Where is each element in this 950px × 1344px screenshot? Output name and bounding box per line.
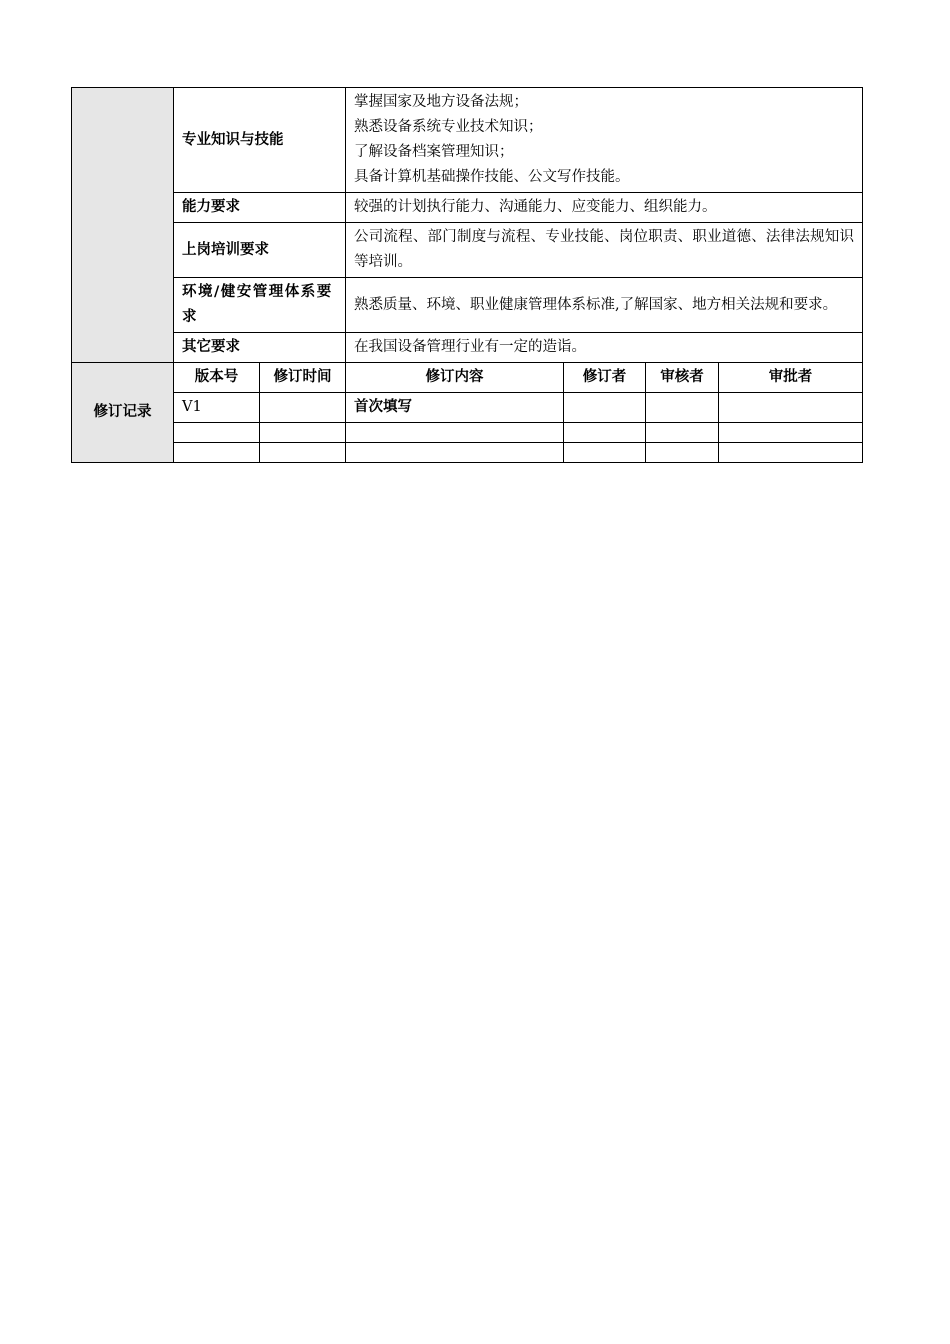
training-row — [72, 223, 863, 278]
table-row — [72, 393, 863, 423]
table-row — [72, 423, 863, 443]
empty-cell — [260, 423, 346, 443]
revision-date-cell — [260, 393, 346, 423]
revision-header-row — [72, 363, 863, 393]
empty-cell — [564, 423, 646, 443]
empty-cell — [719, 443, 863, 463]
requirements-side-cell — [72, 88, 174, 363]
revision-header-date: 修订时间 — [260, 363, 346, 393]
revision-approver-cell — [719, 393, 863, 423]
knowledge-label: 专业知识与技能 — [174, 88, 346, 193]
job-requirements-table — [71, 87, 863, 463]
table-row — [72, 443, 863, 463]
revision-reviewer-cell — [646, 393, 719, 423]
training-content: 公司流程、部门制度与流程、专业技能、岗位职责、职业道德、法律法规知识等培训。 — [346, 223, 863, 278]
empty-cell — [174, 443, 260, 463]
empty-cell — [346, 423, 564, 443]
ehs-label: 环境/健安管理体系要求 — [174, 278, 346, 333]
revision-header-content: 修订内容 — [346, 363, 564, 393]
ability-content: 较强的计划执行能力、沟通能力、应变能力、组织能力。 — [346, 193, 863, 223]
other-row — [72, 333, 863, 363]
revision-section-label: 修订记录 — [72, 363, 174, 463]
empty-cell — [646, 443, 719, 463]
knowledge-line: 具备计算机基础操作技能、公文写作技能。 — [354, 169, 630, 185]
empty-cell — [564, 443, 646, 463]
knowledge-line: 掌握国家及地方设备法规； — [354, 94, 528, 110]
ehs-row — [72, 278, 863, 333]
knowledge-line: 了解设备档案管理知识； — [354, 144, 514, 160]
revision-content-cell: 首次填写 — [346, 393, 564, 423]
revision-header-version: 版本号 — [174, 363, 260, 393]
revision-header-reviewer: 审核者 — [646, 363, 719, 393]
knowledge-line: 熟悉设备系统专业技术知识； — [354, 119, 543, 135]
revision-version-cell: V1 — [174, 393, 260, 423]
empty-cell — [346, 443, 564, 463]
knowledge-content — [346, 88, 863, 193]
ehs-content: 熟悉质量、环境、职业健康管理体系标准,了解国家、地方相关法规和要求。 — [346, 278, 863, 333]
training-label: 上岗培训要求 — [174, 223, 346, 278]
ability-label: 能力要求 — [174, 193, 346, 223]
knowledge-row — [72, 88, 863, 193]
empty-cell — [646, 423, 719, 443]
empty-cell — [260, 443, 346, 463]
revision-header-reviser: 修订者 — [564, 363, 646, 393]
other-label: 其它要求 — [174, 333, 346, 363]
ability-row — [72, 193, 863, 223]
other-content: 在我国设备管理行业有一定的造诣。 — [346, 333, 863, 363]
revision-reviser-cell — [564, 393, 646, 423]
revision-header-approver: 审批者 — [719, 363, 863, 393]
empty-cell — [719, 423, 863, 443]
empty-cell — [174, 423, 260, 443]
